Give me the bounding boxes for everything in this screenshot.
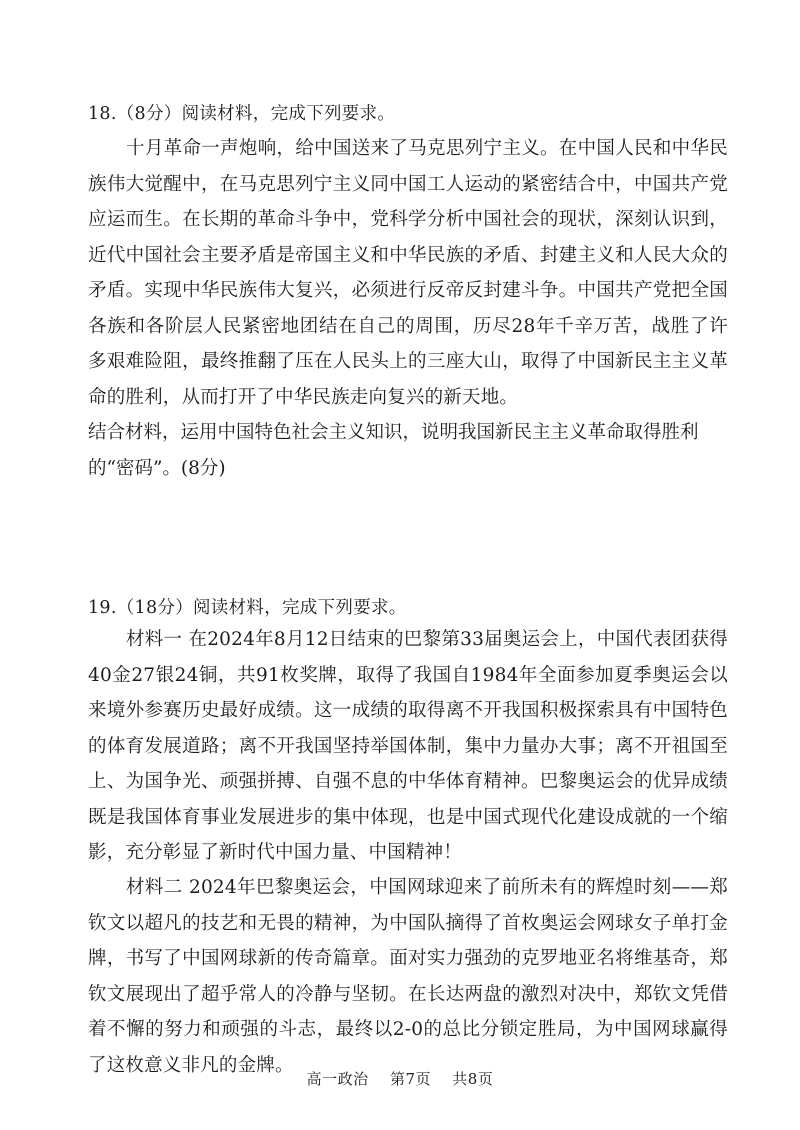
- question-19-heading: 19.（18分）阅读材料，完成下列要求。: [88, 598, 407, 618]
- footer-subject: 高一政治: [306, 1070, 369, 1088]
- footer-page-number: 第7页: [389, 1070, 431, 1088]
- question-19-material-1: 材料一 在2024年8月12日结束的巴黎第33届奥运会上，中国代表团获得40金27银24铜，共91枚奖牌，取得了我国自1984年全面参加夏季奥运会以来境外参赛历史最好成绩。这一成绩的取得离不开我国积极探索具有中国特色的体育发展道路；离不开我国坚持举国体制，集中力量办大事；离不开祖国至上、为国争光、顽强拼搏、自强不息的中华体育精神。巴黎奥运会的优异成绩既是我国体育事业发展进步的集中体现，也是中国式现代化建设成就的一个缩影，充分彰显了新时代中国力量、中国精神！: [88, 629, 728, 863]
- question-18-material: 十月革命一声炮响，给中国送来了马克思列宁主义。在中国人民和中华民族伟大觉醒中，在马克思列宁主义同中国工人运动的紧密结合中，中国共产党应运而生。在长期的革命斗争中，党科学分析中国社会的现状，深刻认识到，近代中国社会主要矛盾是帝国主义和中华民族的矛盾、封建主义和人民大众的矛盾。实现中华民族伟大复兴，必须进行反帝反封建斗争。中国共产党把全国各族和各阶层人民紧密地团结在自己的周围，历尽28年千辛万苦，战胜了许多艰难险阻，最终推翻了压在人民头上的三座大山，取得了中国新民主主义革命的胜利，从而打开了中华民族走向复兴的新天地。: [88, 138, 728, 408]
- question-19-material-2: 材料二 2024年巴黎奥运会，中国网球迎来了前所未有的辉煌时刻——郑钦文以超凡的技艺和无畏的精神，为中国队摘得了首枚奥运会网球女子单打金牌，书写了中国网球新的传奇篇章。面对实力强劲的克罗地亚名将维基奇，郑钦文展现出了超乎常人的冷静与坚韧。在长达两盘的激烈对决中，郑钦文凭借着不懈的努力和顽强的斗志，最终以2-0的总比分锁定胜局，为中国网球赢得了这枚意义非凡的金牌。: [88, 877, 728, 1076]
- page-footer: [0, 1068, 800, 1089]
- question-18-heading: 18.（8分）阅读材料，完成下列要求。: [88, 104, 396, 124]
- footer-total-pages: 共8页: [452, 1070, 494, 1088]
- question-18-prompt: 结合材料，运用中国特色社会主义知识，说明我国新民主主义革命取得胜利的“密码”。(8分): [88, 422, 699, 479]
